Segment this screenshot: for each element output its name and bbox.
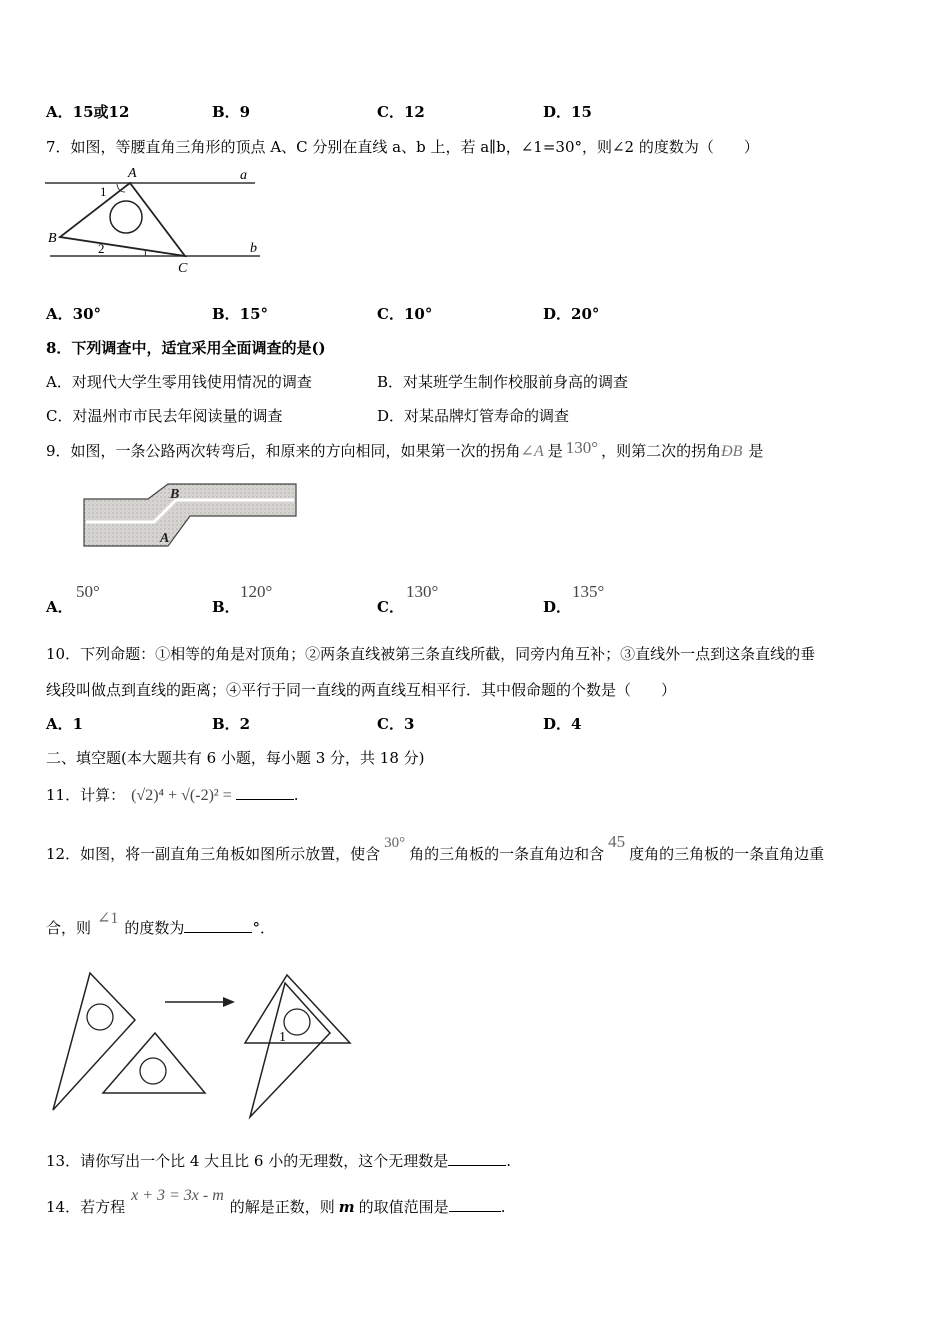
q14-part1: 14．若方程 [46, 1198, 126, 1216]
q7-option-a: A．30° [46, 305, 102, 323]
q9-option-c-value: 130° [406, 582, 439, 601]
q12-line2-end: °． [252, 919, 275, 937]
label-b: B [170, 487, 180, 502]
q14-part2: 的解是正数，则 [229, 1198, 335, 1216]
q12-deg45: 45 [608, 832, 626, 851]
q9-road-figure [84, 484, 299, 550]
q9-stem-part2: 是 [547, 442, 563, 460]
q6-option-a: A．15或12 [46, 103, 130, 121]
q11-answer-blank[interactable] [236, 799, 294, 800]
triangle-45-hole [140, 1058, 166, 1084]
q9-option-a-label: A． [46, 598, 73, 616]
q9-stem-part3: ，则第二次的拐角 [601, 442, 722, 460]
q6-option-b: B．9 [212, 103, 251, 121]
q12-deg30: 30° [384, 835, 406, 851]
q9-stem-part1: 9．如图，一条公路两次转弯后，和原来的方向相同，如果第一次的拐角 [46, 442, 521, 460]
label-a: A [160, 531, 170, 546]
q13-text: 13．请你写出一个比 4 大且比 6 小的无理数，这个无理数是 [46, 1152, 449, 1170]
q9-option-b-value: 120° [240, 582, 273, 601]
q11-label: 11．计算： [46, 786, 126, 804]
q7-stem: 7．如图，等腰直角三角形的顶点 A、C 分别在直线 a、b 上，若 a∥b，∠1=30°，则∠2 的度数为（ ） [46, 138, 759, 156]
q9-option-d-value: 135° [572, 582, 605, 601]
section-heading: 二、填空题(本大题共有 6 小题，每小题 3 分，共 18 分) [46, 749, 425, 767]
overlap-hole [284, 1009, 310, 1035]
label-angle-1: 1 [279, 1030, 286, 1045]
q13-answer-blank[interactable] [448, 1165, 506, 1166]
q10-option-c: C．3 [377, 715, 415, 733]
triangle-30-hole [87, 1004, 113, 1030]
q12-stem-line1 [46, 832, 825, 865]
q12-part1: 12．如图，将一副直角三角板如图所示放置，使含 [46, 845, 381, 863]
q12-angle1: ∠1 [97, 910, 119, 927]
q10-option-d: D．4 [543, 715, 582, 733]
q8-option-d: D．对某品牌灯管寿命的调查 [377, 407, 570, 425]
q9-stem [46, 438, 764, 462]
q13-stem [46, 1151, 511, 1171]
q12-figure [45, 965, 365, 1125]
angle-2-arc [145, 250, 146, 256]
q10-option-b: B．2 [212, 715, 251, 733]
label-c-point: C [178, 261, 188, 276]
q6-option-c: C．12 [377, 103, 425, 121]
label-line-b: b [250, 241, 257, 256]
q10-stem-line1: 10．下列命题：①相等的角是对顶角；②两条直线被第三条直线所截，同旁内角互补；③直线外一点到这条直线的垂 [46, 645, 816, 663]
q7-option-d: D．20° [543, 305, 600, 323]
triangle-30-left [53, 973, 135, 1110]
arrow-head [223, 997, 235, 1007]
q12-answer-blank[interactable] [184, 932, 252, 933]
label-angle-1: 1 [100, 184, 107, 199]
triangle-hole [110, 201, 142, 233]
q14-answer-blank[interactable] [449, 1211, 501, 1212]
label-line-a: a [240, 168, 247, 183]
label-angle-2: 2 [98, 241, 105, 256]
q12-line2-b: 的度数为 [124, 919, 185, 937]
q8-option-c: C．对温州市市民去年阅读量的调查 [46, 407, 283, 425]
q9-option-a-value: 50° [76, 582, 100, 601]
q11-end: . [293, 786, 299, 804]
q12-line2-a: 合，则 [46, 919, 92, 937]
road-shape [84, 484, 296, 546]
q7-option-b: B．15° [212, 305, 269, 323]
q14-part3: 的取值范围是 [358, 1198, 449, 1216]
triangle-abc [60, 183, 185, 256]
q8-option-b: B．对某班学生制作校服前身高的调查 [377, 373, 629, 391]
q12-part2: 角的三角板的一条直角边和含 [409, 845, 605, 863]
q12-stem-line2 [46, 910, 275, 939]
q14-equation: x + 3 = 3x - m [131, 1187, 224, 1204]
q10-stem-line2: 线段叫做点到直线的距离；④平行于同一直线的两直线互相平行．其中假命题的个数是（ ） [46, 681, 677, 699]
q11-stem [46, 785, 299, 806]
q10-option-a: A．1 [46, 715, 84, 733]
label-a-point: A [128, 166, 137, 181]
q8-stem: 8．下列调查中，适宜采用全面调查的是() [46, 339, 326, 357]
q12-part3: 度角的三角板的一条直角边重 [629, 845, 825, 863]
q9-option-b-label: B． [212, 598, 240, 616]
q7-option-c: C．10° [377, 305, 433, 323]
q8-option-a: A．对现代大学生零用钱使用情况的调查 [46, 373, 312, 391]
q7-figure [40, 162, 270, 277]
q11-expression: (√2)⁴ + √(-2)² = [131, 787, 232, 804]
q6-option-d: D．15 [543, 103, 592, 121]
q14-stem [46, 1187, 506, 1218]
label-b-point: B [48, 231, 57, 246]
q14-end: . [500, 1198, 506, 1216]
q9-angle-value: 130° [565, 438, 599, 457]
q13-end: . [506, 1152, 512, 1170]
triangle-30-right [250, 983, 330, 1117]
q9-angle-a: ∠A [520, 443, 544, 460]
q9-option-d-label: D． [543, 598, 572, 616]
q14-var: m [338, 1198, 355, 1216]
q9-angle-b: ÐB [721, 443, 743, 460]
q9-stem-part4: 是 [748, 442, 764, 460]
q9-option-c-label: C． [377, 598, 404, 616]
